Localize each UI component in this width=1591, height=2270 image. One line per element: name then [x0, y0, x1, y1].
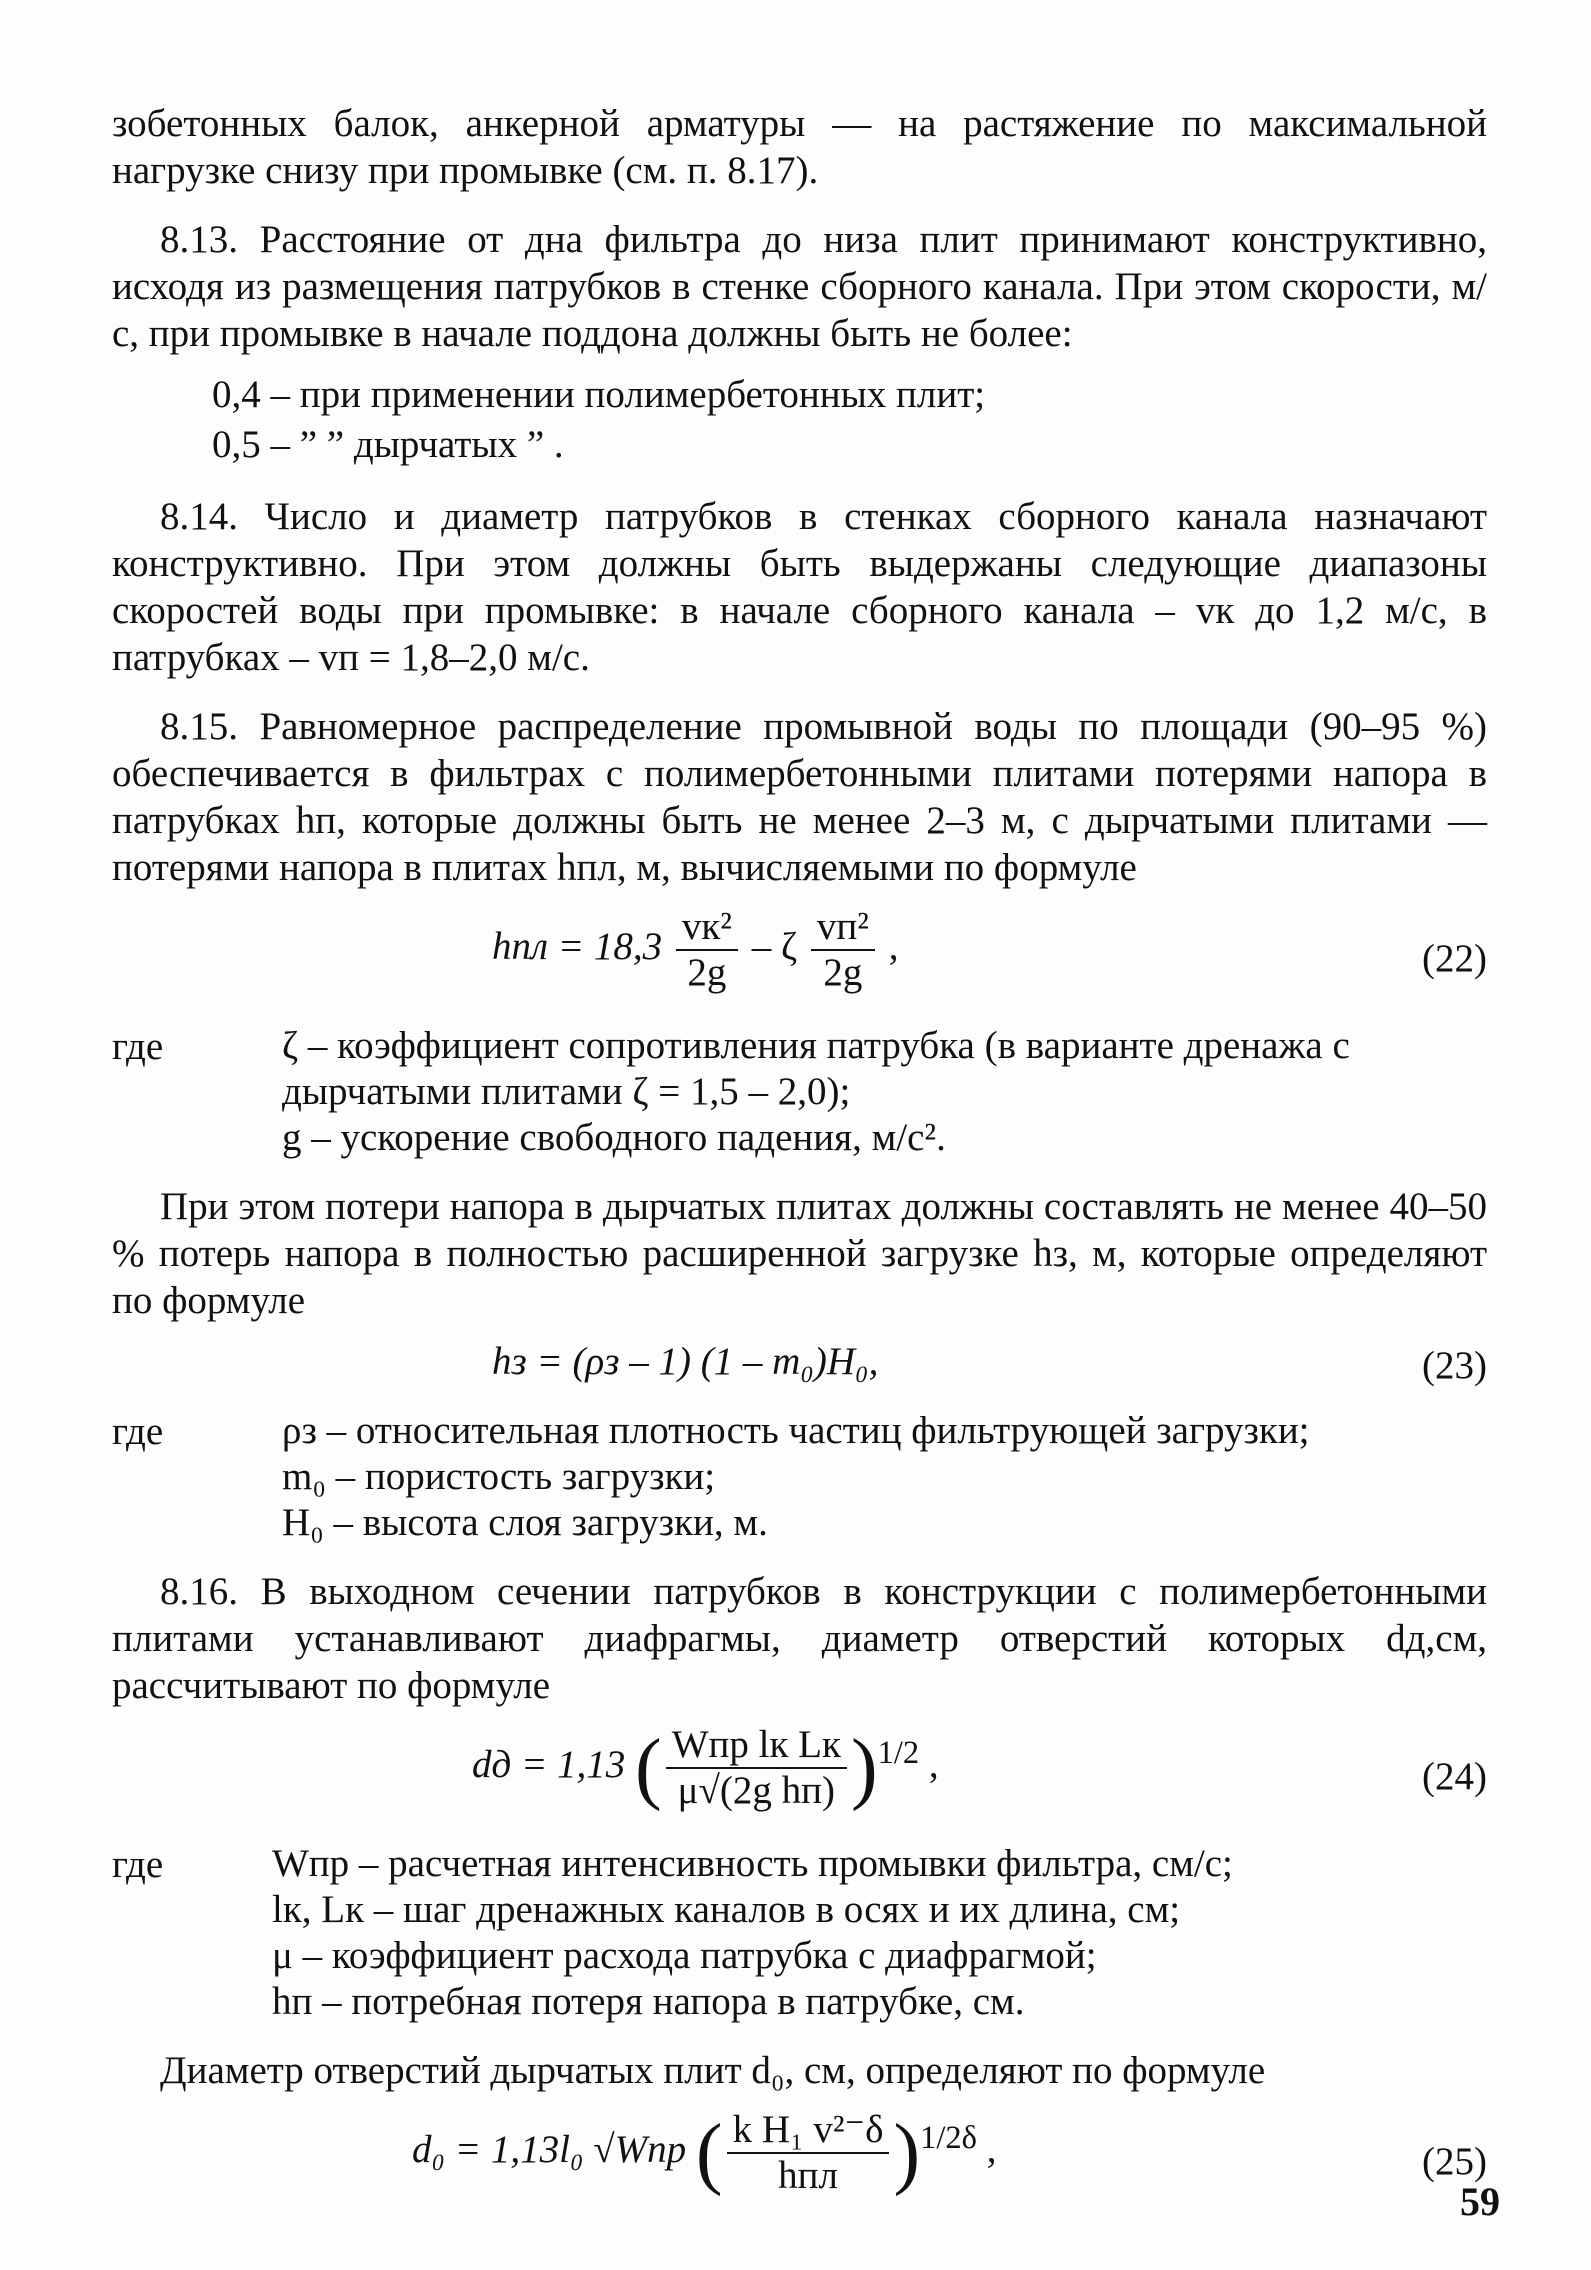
definition-item: ζ – коэффициент сопротивления патрубка (в варианте дренажа с дырчатыми плитами ζ = 1,5 – 2,0);	[282, 1024, 1350, 1113]
definition-item: g – ускорение свободного падения, м/с².	[282, 1116, 946, 1159]
formula-tail: ,	[928, 1742, 939, 1786]
formula-number: (23)	[1422, 1344, 1487, 1387]
velocity-list	[112, 371, 1487, 471]
paragraph-8-16: 8.16. В выходном сечении патрубков в конструкции с полимербетонными плитами устанавливают диафрагмы, диаметр отверстий которых dд,см, рассчитывают по формуле	[112, 1570, 1487, 1707]
where-label: где	[112, 1025, 164, 1068]
definition-item: m₀ – пористость загрузки;	[282, 1455, 716, 1498]
definition-item: ρз – относительная плотность частиц фильтрующей загрузки;	[282, 1409, 1310, 1452]
paragraph-loss: При этом потери напора в дырчатых плитах должны составлять не менее 40–50 % потерь напора в полностью расширенной загрузке hз, м, которые определяют по формуле	[112, 1185, 1487, 1322]
formula-lhs: hпл = 18,3	[492, 924, 663, 968]
paragraph-8-13: 8.13. Расстояние от дна фильтра до низа плит принимают конструктивно, исходя из размещения патрубков в стенке сборного канала. При этом скорости, м/с, при промывке в начале поддона должны быть не более:	[112, 218, 1487, 355]
body-text	[112, 100, 1487, 2226]
formula-power: 1/2	[877, 1734, 920, 1771]
velocity-item: 0,4 – при применении полимербетонных плит;	[212, 373, 986, 416]
formula-power: 1/2δ	[920, 2119, 977, 2156]
formula-lhs: d₀ = 1,13l₀ √Wпр	[412, 2127, 687, 2171]
formula-22	[112, 905, 1487, 1013]
definition-item: H₀ – высота слоя загрузки, м.	[282, 1501, 768, 1544]
formula-mid: – ζ	[751, 924, 798, 968]
paragraph-intro: зобетонных балок, анкерной арматуры — на растяжение по максимальной нагрузке снизу при промывке (см. п. 8.17).	[112, 102, 1487, 192]
formula-tail: ,	[986, 2127, 997, 2171]
fraction: $\frac{\text{vп²}}{2g}$	[811, 905, 875, 995]
formula-25: d₀ = 1,13l₀ √Wпр ( $\frac{\text{k H₁ v²⁻δ}}{\text{hпл}}$ )$^{1/2\delta}$ , (25)	[412, 2108, 1487, 2197]
paragraph-8-15: 8.15. Равномерное распределение промывной воды по площади (90–95 %) обеспечивается в фильтрах с полимербетонными плитами потерями напора в патрубках hп, которые должны быть не менее 2–3 м, с дырчатыми плитами — потерями напора в плитах hпл, м, вычисляемыми по формуле	[112, 705, 1487, 889]
definitions-24	[112, 1841, 1487, 2025]
page-number: 59	[1460, 2179, 1500, 2224]
paragraph-holes: Диаметр отверстий дырчатых плит d₀, см, определяют по формуле	[160, 2049, 1266, 2092]
formula-number: (22)	[1422, 937, 1487, 980]
definitions-22	[112, 1023, 1487, 1161]
where-label: где	[112, 1843, 164, 1886]
formula-tail: ,	[888, 924, 899, 968]
fraction: $\frac{\text{vк²}}{2g}$	[676, 905, 738, 995]
fraction: $\frac{\text{k H₁ v²⁻δ}}{\text{hпл}}$	[727, 2108, 890, 2198]
definition-item: μ – коэффициент расхода патрубка с диафрагмой;	[272, 1934, 1097, 1977]
formula-number: (24)	[1422, 1755, 1487, 1798]
where-label: где	[112, 1410, 164, 1453]
formula-23	[112, 1338, 1487, 1398]
paragraph-8-14: 8.14. Число и диаметр патрубков в стенках сборного канала назначают конструктивно. При этом должны быть выдержаны следующие диапазоны скоростей воды при промывке: в начале сборного канала – vк до 1,2 м/с, в патрубках – vп = 1,8–2,0 м/с.	[112, 495, 1487, 679]
definition-item: lк, Lк – шаг дренажных каналов в осях и их длина, см;	[272, 1888, 1181, 1931]
formula-24: dд = 1,13 ( $\frac{\text{Wпр lк Lк}}{\text{μ√(2g hп)}}$ )$^{1/2}$ , (24)	[472, 1723, 1487, 1812]
formula-expr: hз = (ρз – 1) (1 – m₀)H₀,	[492, 1340, 879, 1383]
formula-lhs: dд = 1,13	[472, 1742, 626, 1786]
formula-number: (25)	[1422, 2140, 1487, 2183]
definition-item: hп – потребная потеря напора в патрубке, см.	[272, 1980, 1025, 2023]
definition-item: Wпр – расчетная интенсивность промывки фильтра, см/с;	[272, 1842, 1233, 1885]
fraction: $\frac{\text{Wпр lк Lк}}{\text{μ√(2g hп)}}$	[666, 1723, 847, 1813]
velocity-item: 0,5 – ” ” дырчатых ” .	[212, 423, 564, 466]
definitions-23	[112, 1408, 1487, 1546]
